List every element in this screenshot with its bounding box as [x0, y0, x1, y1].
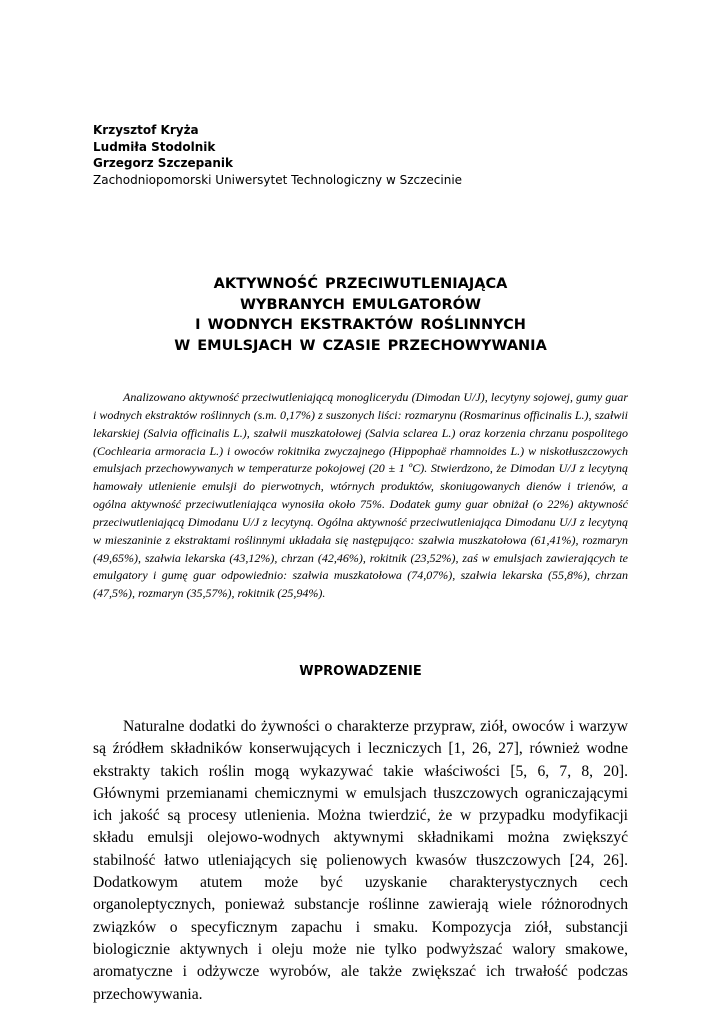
title-line: W EMULSJACH W CZASIE PRZECHOWYWANIA — [174, 337, 547, 354]
section-heading: WPROWADZENIE — [299, 664, 422, 679]
affiliation: Zachodniopomorski Uniwersytet Technologiczny w Szczecinie — [93, 172, 463, 187]
author-name: Ludmiła Stodolnik — [93, 139, 216, 154]
abstract: Analizowano aktywność przeciwutleniającą monoglicerydu (Dimodan U/J), lecytyny sojowej, gumy guar i wodnych ekstraktów roślinnych (s.m. 0,17%) z suszonych liści: rozmarynu (Rosmarinus officinalis L.), szałwii lekarskiej (Salvia officinalis L.), szałwii muszkatołowej (Salvia sclarea L.) oraz korzenia chrzanu pospolitego (Cochlearia armoracia L.) i owoców rokitnika zwyczajnego (Hippophaë rhamnoides L.) w niskotłuszczowych emulsjach przechowywanych w temperaturze pokojowej (20 ± 1 ºC). Stwierdzono, że Dimodan U/J z lecytyną hamowały utlenienie emulsji do pierwotnych, wtórnych produktów, skoniugowanych dienów i trienów, a ogólna aktywność przeciwutleniająca wynosiła około 75%. Dodatek gumy guar obniżał (o 22%) aktywność przeciwutleniającą Dimodanu U/J z lecytyną. Ogólna aktywność przeciwutleniająca Dimodanu U/J z lecytyną w mieszaninie z ekstraktami roślinnymi układała się następująco: szałwia muszkatołowa (61,41%), rozmaryn (49,65%), szałwia lekarska (43,12%), chrzan (42,46%), rokitnik (23,52%), zaś w emulsjach zawierających te emulgatory i gumę guar odpowiednio: szałwia muszkatołowa (74,07%), szałwia lekarska (55,8%), chrzan (47,5%), rozmaryn (35,57%), rokitnik (25,94%). — [93, 390, 628, 601]
title-line: I WODNYCH EKSTRAKTÓW ROŚLINNYCH — [195, 317, 526, 333]
author-name: Krzysztof Kryża — [93, 123, 199, 137]
author-block — [93, 122, 633, 188]
paper-title — [93, 274, 628, 356]
title-line: AKTYWNOŚĆ PRZECIWUTLENIAJĄCA — [213, 276, 508, 292]
title-line: WYBRANYCH EMULGATORÓW — [240, 296, 481, 313]
author-name: Grzegorz Szczepanik — [93, 156, 233, 170]
body-paragraph: Naturalne dodatki do żywności o charakterze przypraw, ziół, owoców i warzyw są źródłem składników konserwujących i leczniczych [1, 26, 27], również wodne ekstrakty takich roślin mogą wykazywać takie właściwości [5, 6, 7, 8, 20]. Głównymi przemianami chemicznymi w emulsjach tłuszczowych ograniczającymi ich jakość są procesy utlenienia. Można twierdzić, że w przypadku modyfikacji składu emulsji olejowo-wodnych aktywnymi składnikami można zwiększyć stabilność łatwo utleniających się polienowych kwasów tłuszczowych [24, 26]. Dodatkowym atutem może być uzyskanie charakterystycznych cech organoleptycznych, ponieważ substancje roślinne zawierają wiele różnorodnych związków o specyficznym zapachu i smaku. Kompozycja ziół, substancji biologicznie aktywnych i oleju może nie tylko podwyższać walory smakowe, aromatyczne i odżywcze wyrobów, ale także zwiększać ich trwałość podczas przechowywania. — [93, 718, 628, 1003]
